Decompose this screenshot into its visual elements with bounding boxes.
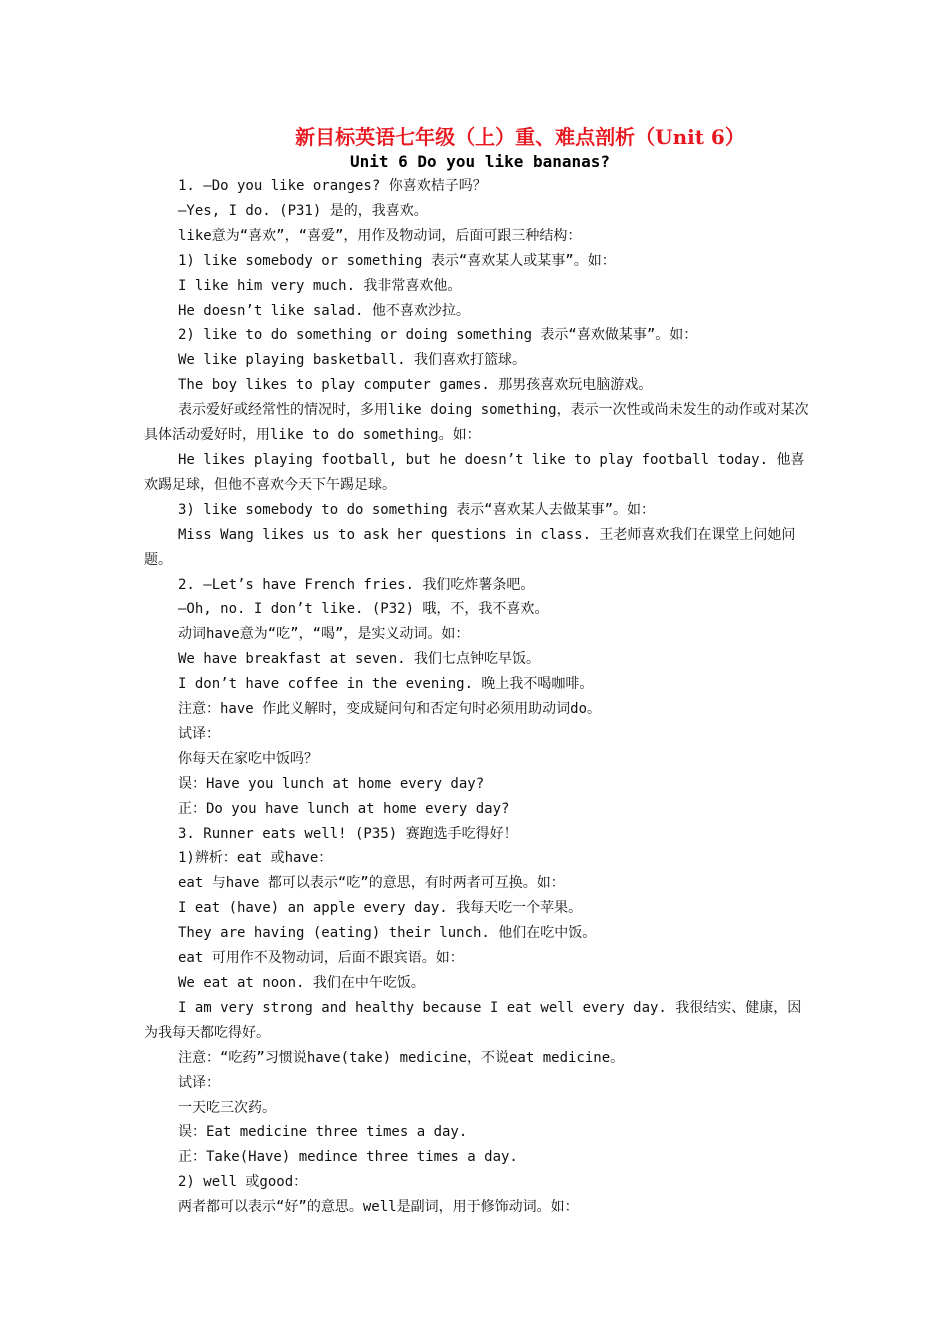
text-line: like意为“喜欢”，“喜爱”，用作及物动词，后面可跟三种结构： bbox=[178, 227, 582, 244]
text-line: —Yes, I do. (P31) 是的，我喜欢。 bbox=[178, 202, 428, 219]
text-line: I eat (have) an apple every day. 我每天吃一个苹果。 bbox=[178, 900, 583, 917]
text-line: 你每天在家吃中饭吗？ bbox=[178, 750, 318, 767]
page-title: 新目标英语七年级（上）重、难点剖析（Unit 6） bbox=[295, 125, 745, 149]
text-line: 一天吃三次药。 bbox=[178, 1099, 276, 1116]
text-line: We have breakfast at seven. 我们七点钟吃早饭。 bbox=[178, 651, 541, 668]
text-line: We eat at noon. 我们在中午吃饭。 bbox=[178, 975, 425, 991]
text-line: Miss Wang likes us to ask her questions in class. 王老师喜欢我们在课堂上问她问题。 bbox=[144, 526, 796, 568]
text-line: 正：Do you have lunch at home every day? bbox=[178, 800, 510, 817]
unit-subtitle: Unit 6 Do you like bananas? bbox=[349, 152, 611, 171]
text-line: 3) like somebody to do something 表示“喜欢某人去做某事”。如： bbox=[178, 501, 656, 518]
text-line: 1) like somebody or something 表示“喜欢某人或某事”。如： bbox=[178, 252, 616, 269]
text-line: 2. —Let’s have French fries. 我们吃炸薯条吧。 bbox=[178, 576, 535, 593]
text-line: 2) like to do something or doing something 表示“喜欢做某事”。如： bbox=[178, 327, 698, 344]
text-line: eat 可用作不及物动词，后面不跟宾语。如： bbox=[178, 950, 464, 967]
text-line: I like him very much. 我非常喜欢他。 bbox=[178, 277, 462, 294]
text-line: 1. —Do you like oranges? 你喜欢桔子吗？ bbox=[178, 178, 487, 194]
text-line: He likes playing football, but he doesn’t like to play football today. 他喜欢踢足球，但他不喜欢今天下午踢足球。 bbox=[144, 451, 805, 493]
text-line: They are having (eating) their lunch. 他们在吃中饭。 bbox=[178, 925, 597, 942]
text-line: 误：Eat medicine three times a day. bbox=[178, 1124, 468, 1141]
text-line: 试译： bbox=[178, 725, 220, 742]
text-line: 3. Runner eats well! (P35) 赛跑选手吃得好！ bbox=[178, 825, 518, 842]
text-line: I am very strong and healthy because I eat well every day. 我很结实、健康，因为我每天都吃得好。 bbox=[144, 999, 802, 1041]
text-line: 注意：have 作此义解时，变成疑问句和否定句时必须用助动词do。 bbox=[178, 701, 601, 718]
text-line: 1)辨析：eat 或have： bbox=[178, 850, 333, 867]
text-line: 表示爱好或经常性的情况时，多用like doing something，表示一次性或尚未发生的动作或对某次具体活动爱好时，用like to do something。如： bbox=[144, 402, 809, 444]
text-line: 误：Have you lunch at home every day? bbox=[178, 775, 485, 792]
text-line: I don’t have coffee in the evening. 晚上我不喝咖啡。 bbox=[178, 676, 594, 693]
text-line: 动词have意为“吃”，“喝”，是实义动词。如： bbox=[178, 626, 470, 643]
document-body bbox=[144, 174, 809, 1220]
text-line: —Oh, no. I don’t like. (P32) 哦，不，我不喜欢。 bbox=[178, 601, 549, 618]
text-line: 两者都可以表示“好”的意思。well是副词，用于修饰动词。如： bbox=[178, 1199, 579, 1216]
text-line: eat 与have 都可以表示“吃”的意思，有时两者可互换。如： bbox=[178, 875, 565, 892]
text-line: The boy likes to play computer games. 那男孩喜欢玩电脑游戏。 bbox=[178, 377, 653, 394]
text-line: 试译： bbox=[178, 1074, 220, 1091]
text-line: 正：Take(Have) medince three times a day. bbox=[178, 1149, 518, 1166]
text-line: We like playing basketball. 我们喜欢打篮球。 bbox=[178, 352, 527, 369]
text-line: 2) well 或good： bbox=[178, 1174, 308, 1191]
text-line: 注意：“吃药”习惯说have(take) medicine，不说eat medicine。 bbox=[178, 1049, 625, 1066]
text-line: He doesn’t like salad. 他不喜欢沙拉。 bbox=[178, 302, 470, 319]
